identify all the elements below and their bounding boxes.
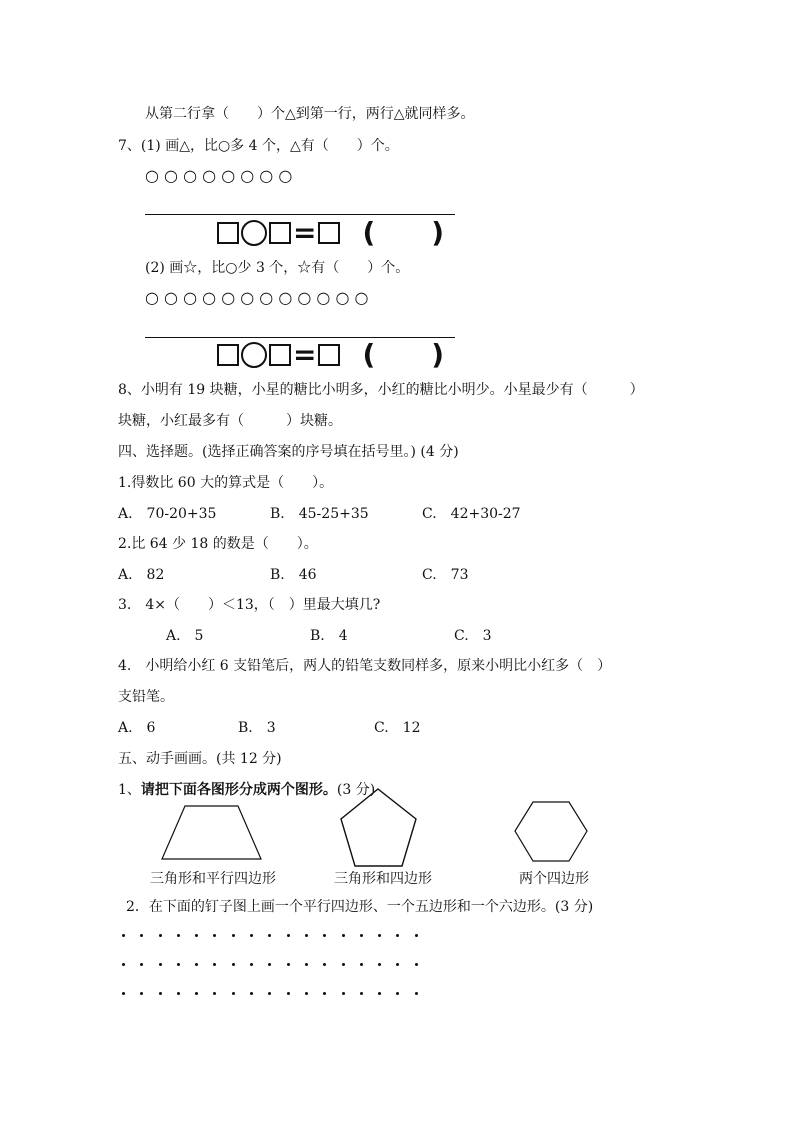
s4-q2-option-a: A. 82 xyxy=(118,567,165,583)
nail-dot xyxy=(268,963,271,966)
nail-dot xyxy=(232,934,235,937)
label-pentagon: 三角形和四边形 xyxy=(334,871,432,887)
nail-dot xyxy=(323,963,326,966)
nail-dot xyxy=(415,934,418,937)
nail-dot xyxy=(159,992,162,995)
nail-dot xyxy=(378,934,381,937)
nail-dot xyxy=(177,934,180,937)
section5-title: 五、动手画画。(共 12 分) xyxy=(118,751,282,767)
pentagon-shape xyxy=(341,789,416,866)
nail-dot xyxy=(305,934,308,937)
nail-dot xyxy=(250,934,253,937)
s4-q2: 2.比 64 少 18 的数是（ ）。 xyxy=(118,536,318,552)
nail-dot xyxy=(195,992,198,995)
nail-dot xyxy=(342,963,345,966)
s4-q4-option-a: A. 6 xyxy=(118,720,156,736)
q7-heading: 7、(1) 画△，比○多 4 个，△有（ ）个。 xyxy=(118,138,399,154)
nail-dot xyxy=(268,992,271,995)
nail-dot xyxy=(305,992,308,995)
s4-q2-option-c: C. 73 xyxy=(422,567,469,583)
nail-dot xyxy=(323,992,326,995)
nail-dot xyxy=(140,934,143,937)
answer-paren: ( ) xyxy=(362,216,445,249)
nail-dot xyxy=(140,963,143,966)
nail-dot xyxy=(159,963,162,966)
nail-dot xyxy=(287,934,290,937)
s4-q4-option-b: B. 3 xyxy=(238,720,276,736)
s4-q1: 1.得数比 60 大的算式是（ ）。 xyxy=(118,475,334,491)
hexagon-shape xyxy=(515,802,587,861)
nail-dot xyxy=(122,963,125,966)
s4-q1-option-b: B. 45-25+35 xyxy=(270,506,369,522)
nail-dot xyxy=(195,934,198,937)
nail-dot xyxy=(213,934,216,937)
label-hexagon: 两个四边形 xyxy=(519,871,589,887)
s4-q3: 3. 4×（ ）＜13，（ ）里最大填几? xyxy=(118,597,381,613)
dot-row xyxy=(122,963,433,966)
q7-sub2: (2) 画☆，比○少 3 个，☆有（ ）个。 xyxy=(145,260,410,276)
nail-dot xyxy=(177,963,180,966)
nail-dot xyxy=(378,992,381,995)
nail-dot xyxy=(396,992,399,995)
q8-line2: 块糖，小红最多有（ ）块糖。 xyxy=(118,413,342,429)
nail-dot xyxy=(140,992,143,995)
s4-q4: 4. 小明给小红 6 支铅笔后，两人的铅笔支数同样多，原来小明比小红多（ ） xyxy=(118,658,612,674)
s4-q4-option-c: C. 12 xyxy=(374,720,421,736)
section4-title: 四、选择题。(选择正确答案的序号填在括号里。) (4 分) xyxy=(118,444,459,460)
nail-dot xyxy=(268,934,271,937)
nail-dot xyxy=(323,934,326,937)
label-trapezoid: 三角形和平行四边形 xyxy=(150,871,276,887)
s4-q3-option-c: C. 3 xyxy=(454,628,492,644)
s4-q1-option-c: C. 42+30-27 xyxy=(422,506,521,522)
nail-dot xyxy=(396,963,399,966)
nail-dot xyxy=(232,992,235,995)
nail-dot xyxy=(287,963,290,966)
nail-dot xyxy=(122,992,125,995)
nail-dot xyxy=(177,992,180,995)
nail-dot xyxy=(378,963,381,966)
nail-dot xyxy=(250,992,253,995)
nail-dot xyxy=(342,992,345,995)
s4-q4-cont: 支铅笔。 xyxy=(118,689,174,705)
equals-sign: = xyxy=(293,216,317,249)
nail-dot xyxy=(122,934,125,937)
nail-dot xyxy=(360,934,363,937)
nail-dot xyxy=(360,963,363,966)
trapezoid-shape xyxy=(162,806,261,859)
dot-row xyxy=(122,992,433,995)
s4-q2-option-b: B. 46 xyxy=(270,567,317,583)
nail-dot xyxy=(213,992,216,995)
q8-line1: 8、小明有 19 块糖，小星的糖比小明多，小红的糖比小明少。小星最少有（ ） xyxy=(118,382,644,398)
nail-dot xyxy=(250,963,253,966)
s4-q3-option-a: A. 5 xyxy=(166,628,204,644)
nail-dot xyxy=(415,963,418,966)
q7-circles-row2: ○ ○ ○ ○ ○ ○ ○ ○ ○ ○ ○ ○ xyxy=(145,288,369,307)
s4-q3-option-b: B. 4 xyxy=(310,628,348,644)
q6-line: 从第二行拿（ ）个△到第一行，两行△就同样多。 xyxy=(145,106,475,122)
nail-dot xyxy=(287,992,290,995)
nail-dot xyxy=(360,992,363,995)
s5-q2: 2．在下面的钉子图上画一个平行四边形、一个五边形和一个六边形。(3 分) xyxy=(126,899,594,915)
nail-dot xyxy=(195,963,198,966)
s4-q1-option-a: A. 70-20+35 xyxy=(118,506,217,522)
equals-sign: = xyxy=(293,338,317,371)
dot-row xyxy=(122,934,433,937)
nail-dot xyxy=(232,963,235,966)
nail-dot xyxy=(342,934,345,937)
nail-dot xyxy=(159,934,162,937)
nail-dot xyxy=(305,963,308,966)
s5-q1-instruction: 请把下面各图形分成两个图形。 xyxy=(140,782,337,798)
s5-q1-score: (3 分) xyxy=(336,782,376,798)
nail-dot xyxy=(415,992,418,995)
answer-paren: ( ) xyxy=(362,338,445,371)
nail-dot xyxy=(396,934,399,937)
s5-q1-prefix: 1、 xyxy=(118,782,141,798)
nail-dot xyxy=(213,963,216,966)
q7-circles-row1: ○ ○ ○ ○ ○ ○ ○ ○ xyxy=(145,166,293,185)
